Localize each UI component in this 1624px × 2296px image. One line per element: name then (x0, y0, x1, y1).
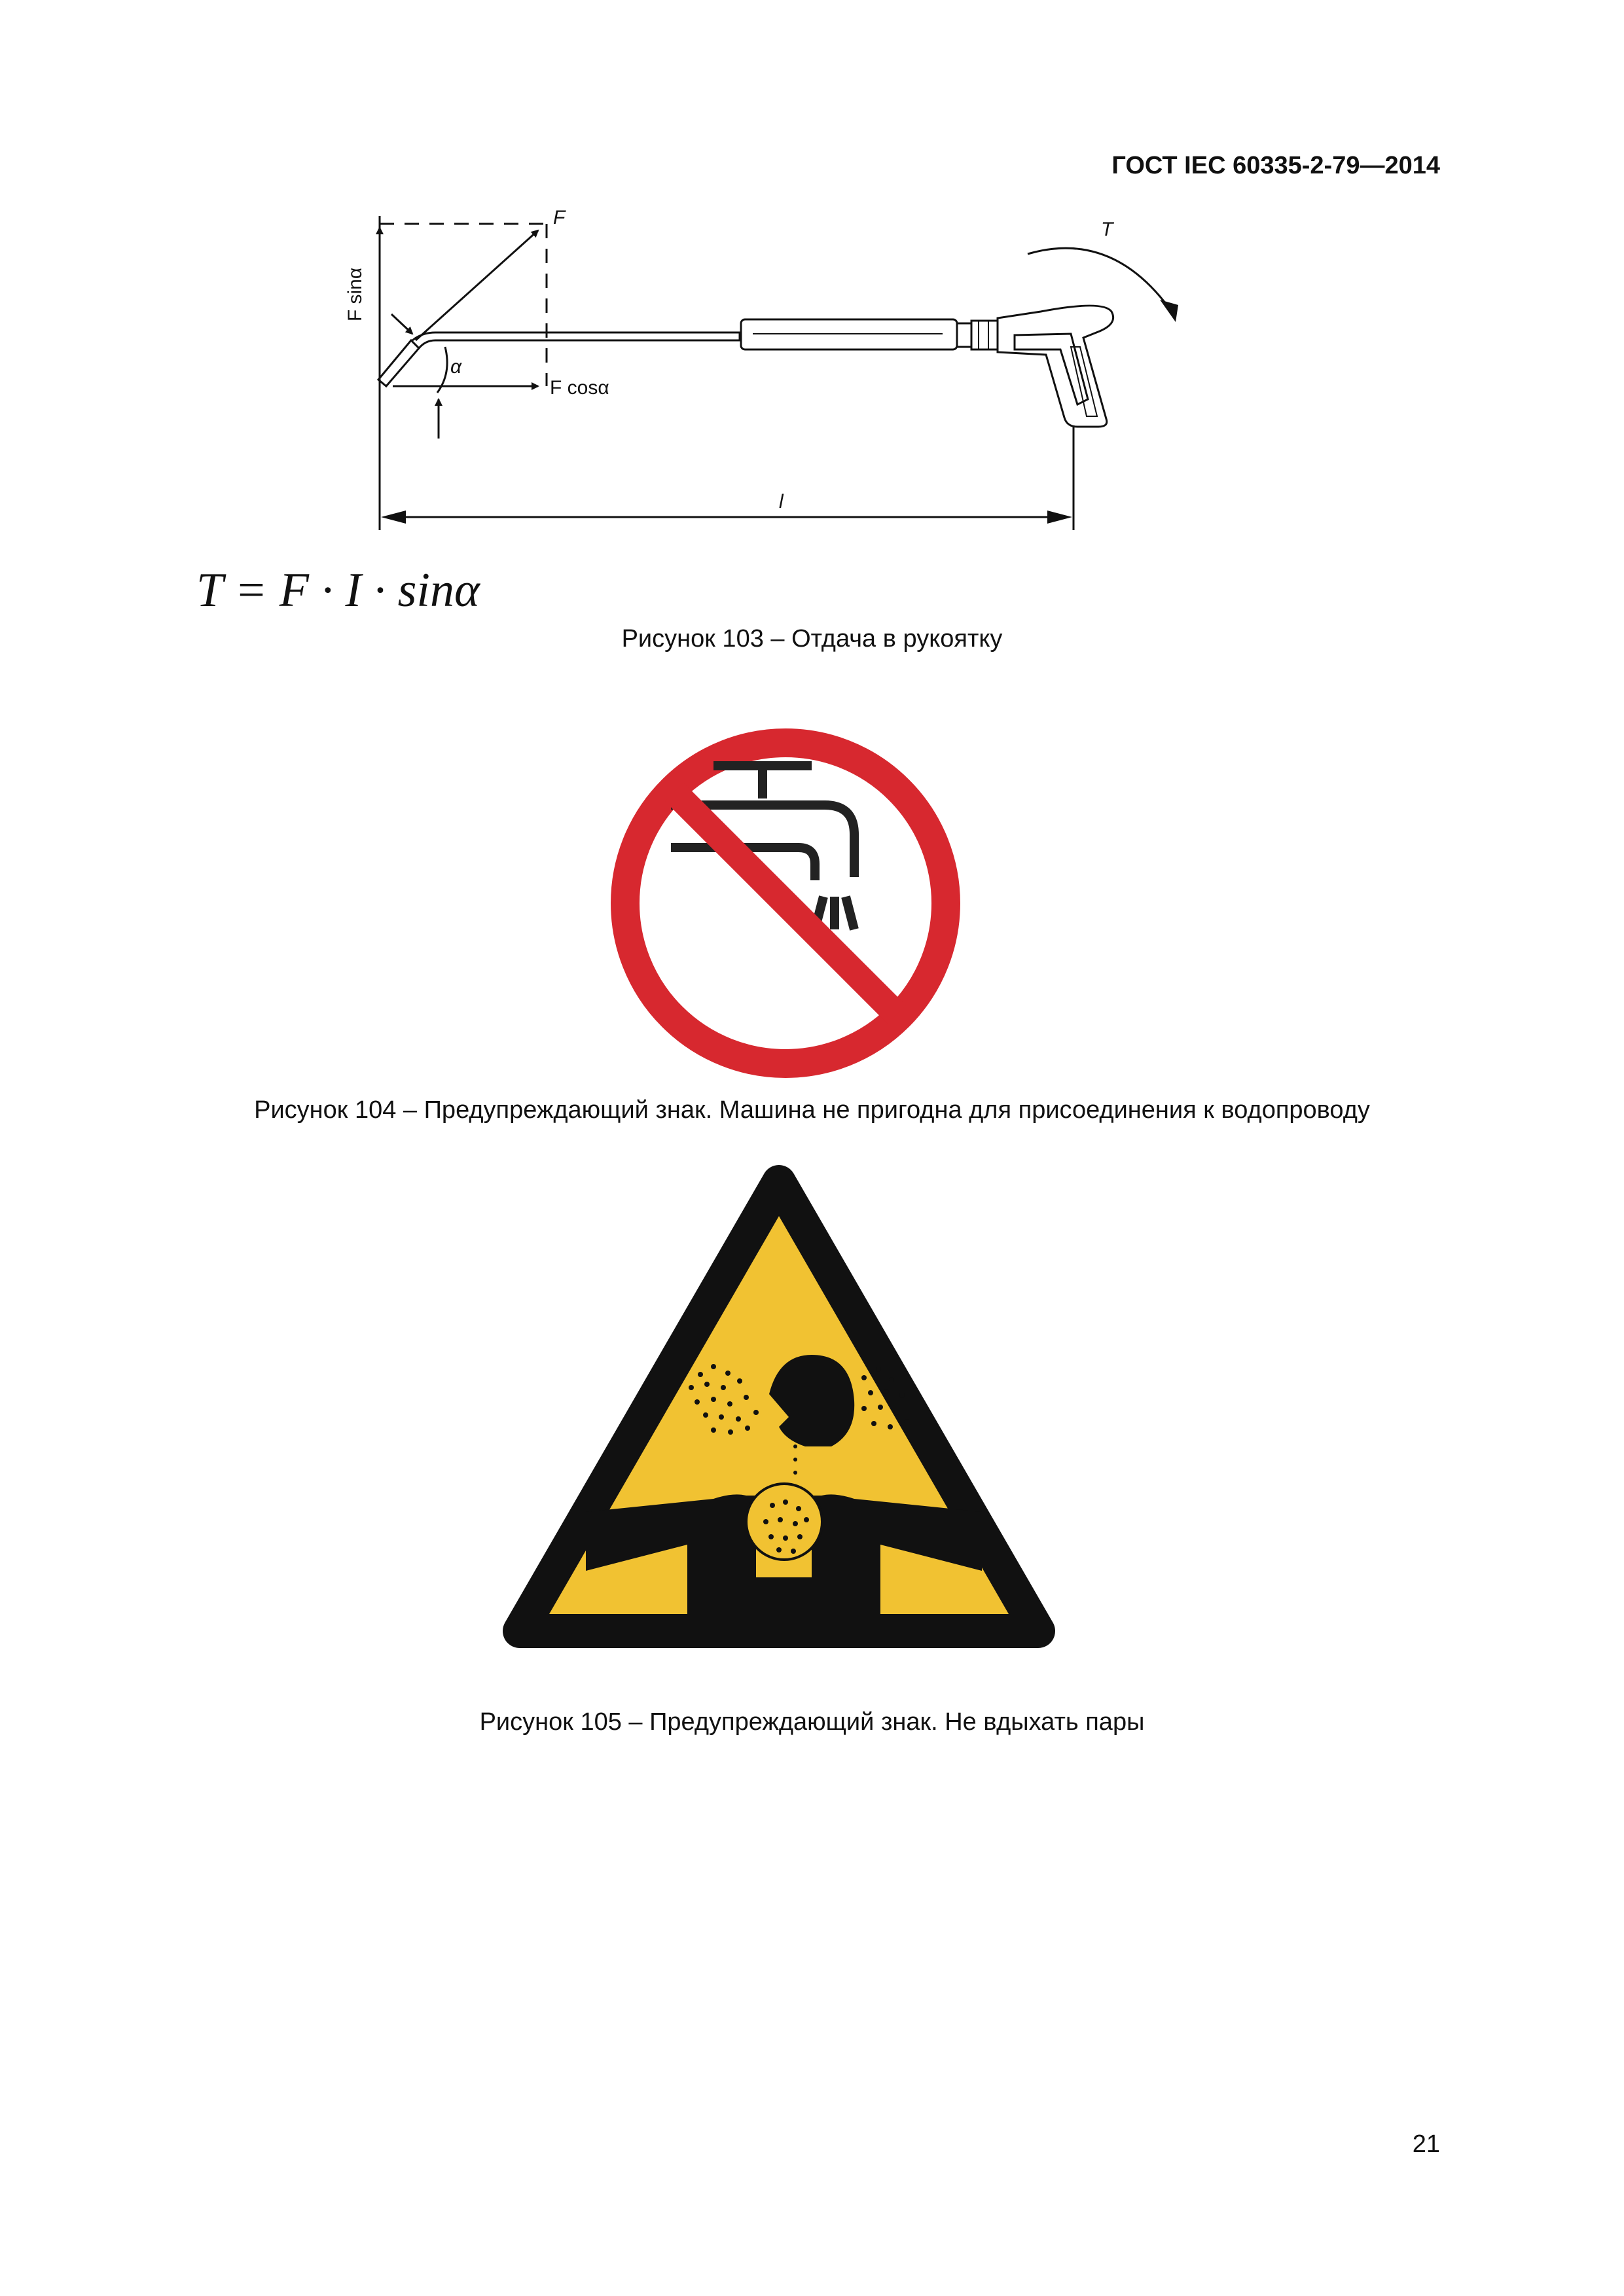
label-t: T (1101, 219, 1113, 240)
figure-104-caption: Рисунок 104 – Предупреждающий знак. Машина не пригодна для присоединения к водопроводу (254, 1096, 1370, 1124)
page-number: 21 (1412, 2130, 1440, 2158)
figure-105-caption: Рисунок 105 – Предупреждающий знак. Не вдыхать пары (479, 1708, 1145, 1736)
label-length: l (779, 491, 784, 512)
figure-103-caption: Рисунок 103 – Отдача в рукоятку (621, 625, 1003, 653)
torque-arrow (1028, 248, 1172, 312)
no-water-mains-sign (602, 720, 969, 1086)
label-f-cos: F cosα (550, 377, 609, 399)
document-header: ГОСТ IEC 60335-2-79—2014 (1111, 152, 1440, 179)
label-f-sin: F sinα (344, 267, 366, 322)
lance-nozzle (378, 340, 419, 386)
f-arrow (416, 230, 538, 340)
label-alpha: α (450, 356, 462, 378)
recoil-formula: T = F · I · sinα (196, 564, 480, 617)
label-f: F (553, 207, 566, 228)
do-not-inhale-sign (497, 1158, 1060, 1656)
recoil-diagram (295, 183, 1244, 550)
